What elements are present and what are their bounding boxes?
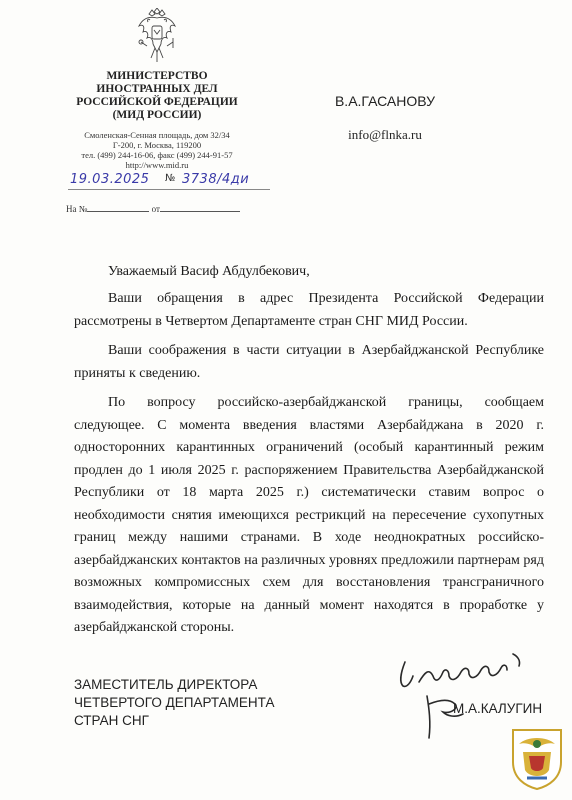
ministry-line: (МИД РОССИИ) <box>112 109 202 121</box>
ministry-line: ИНОСТРАННЫХ ДЕЛ <box>96 83 218 95</box>
signer-name: М.А.КАЛУГИН <box>453 701 543 716</box>
address-line: тел. (499) 244-16-06, факс (499) 244-91-57 <box>81 150 233 160</box>
paragraph: Ваши соображения в части ситуации в Азербайджанской Республике приняты к сведению. <box>74 343 544 381</box>
address-line: Г-200, г. Москва, 119200 <box>112 140 202 150</box>
letter-body <box>74 288 544 647</box>
paragraph: По вопросу российско-азербайджанской границы, сообщаем следующее. С момента введения властями Азербайджана в 2020 г. односторонних карантинных ограничений (особый карантинный режим продлен до 1 июля 2025 г. распоряжением Правительства Азербайджанской Республики от 18 марта 2025 г.) систематически ставим вопрос о необходимости снятия имеющихся рестрикций на пересечение сухопутных границ между нашими странами. В ходе неоднократных российско-азербайджанских контактов на различных уровнях предложили партнерам ряд возможных компромиссных схем для восстановления трансграничного взаимодействия, которые на данный момент находятся в проработке у азербайджанской стороны. <box>74 395 544 635</box>
reference-ot-label: от <box>151 204 160 214</box>
address-line: http://www.mid.ru <box>125 160 189 170</box>
registration-number <box>60 172 270 188</box>
address-line: Смоленская-Сенная площадь, дом 32/34 <box>84 130 230 140</box>
ministry-name <box>72 70 242 122</box>
signer-position <box>74 676 274 730</box>
coat-of-arms-stamp-icon <box>509 722 565 790</box>
recipient-name: В.А.ГАСАНОВУ <box>334 93 436 109</box>
position-line: ЗАМЕСТИТЕЛЬ ДИРЕКТОРА <box>74 677 258 692</box>
recipient-email: info@flnka.ru <box>348 127 422 142</box>
paragraph: Ваши обращения в адрес Президента Российской Федерации рассмотрены в Четвертом Департаменте стран СНГ МИД России. <box>74 291 544 329</box>
double-headed-eagle-icon <box>135 8 179 64</box>
ministry-address <box>72 130 242 170</box>
registration-sign: № <box>165 173 176 184</box>
ministry-line: РОССИЙСКОЙ ФЕДЕРАЦИИ <box>76 96 238 108</box>
salutation: Уважаемый Васиф Абдулбекович, <box>108 264 310 279</box>
ministry-line: МИНИСТЕРСТВО <box>106 70 208 82</box>
position-line: ЧЕТВЕРТОГО ДЕПАРТАМЕНТА <box>74 695 275 710</box>
reference-na-label: На № <box>66 204 88 214</box>
position-line: СТРАН СНГ <box>74 713 149 728</box>
reference-line <box>66 204 240 214</box>
registration-number-value: 3738/4ди <box>182 172 250 187</box>
registration-date: 19.03.2025 <box>70 172 150 187</box>
